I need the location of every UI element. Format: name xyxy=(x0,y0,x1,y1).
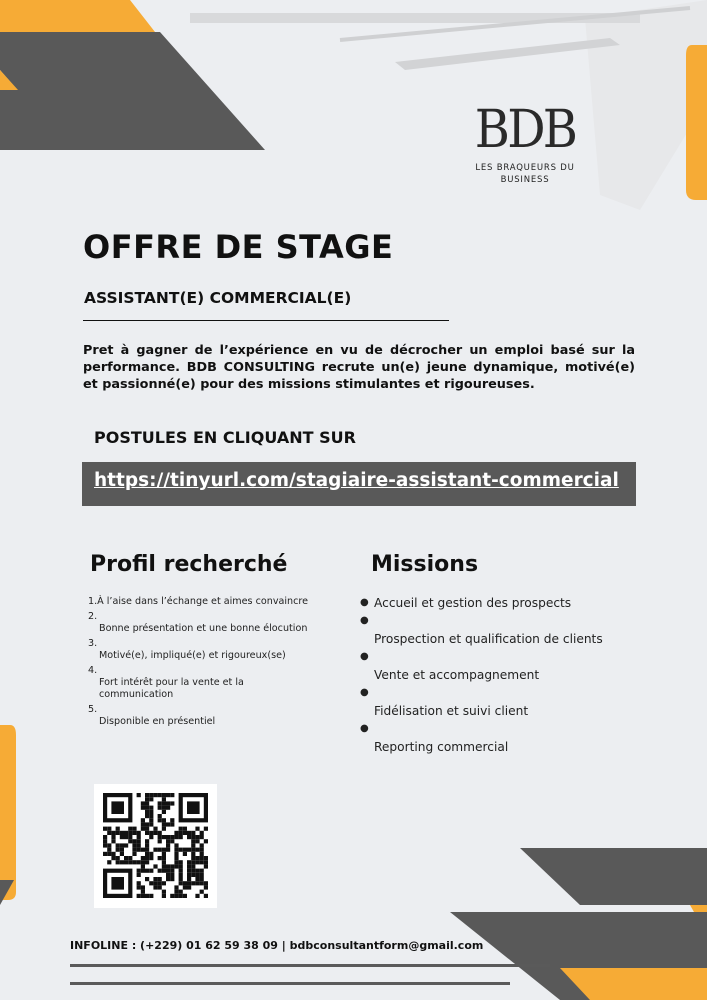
mission-item-text: Fidélisation et suivi client xyxy=(374,704,529,718)
profile-item xyxy=(88,704,318,728)
qr-code-icon xyxy=(94,784,217,908)
profile-list xyxy=(88,596,318,731)
bullet-icon: ● xyxy=(360,615,369,626)
profile-item-number: 5. xyxy=(88,704,98,715)
mission-item xyxy=(358,630,658,648)
mission-item xyxy=(358,738,658,756)
apply-label: POSTULES EN CLIQUANT SUR xyxy=(94,428,356,447)
title-divider xyxy=(83,320,449,321)
profile-heading: Profil recherché xyxy=(90,552,288,577)
logo-tagline-line2: BUSINESS xyxy=(500,175,550,185)
mission-item-text: Vente et accompagnement xyxy=(374,668,540,682)
profile-item xyxy=(88,638,318,662)
mission-item-text: Reporting commercial xyxy=(374,740,509,754)
footer-contact: INFOLINE : (+229) 01 62 59 38 09 | bdbconsultantform@gmail.com xyxy=(70,939,484,952)
profile-item-number: 2. xyxy=(88,611,98,622)
profile-item-text: Bonne présentation et une bonne élocution xyxy=(99,623,308,634)
mission-item-text: Accueil et gestion des prospects xyxy=(374,596,572,610)
profile-item xyxy=(88,611,318,635)
profile-item xyxy=(88,665,318,701)
mission-spacer xyxy=(358,684,658,702)
job-title: ASSISTANT(E) COMMERCIAL(E) xyxy=(84,289,352,307)
page-title: OFFRE DE STAGE xyxy=(83,228,394,266)
profile-item xyxy=(88,596,318,608)
logo-tagline xyxy=(456,162,594,186)
intro-paragraph: Pret à gagner de l’expérience en vu de décrocher un emploi basé sur la performance. BDB CONSULTING recrute un(e) jeune dynamique, motivé(e) et passionné(e) pour des missions stimulantes et rigoureuses. xyxy=(83,343,635,392)
mission-spacer xyxy=(358,612,658,630)
bullet-icon: ● xyxy=(360,723,369,734)
logo-mark: BDB xyxy=(474,100,576,160)
brand-logo xyxy=(456,100,594,186)
footer-line-top xyxy=(70,964,550,967)
mission-spacer xyxy=(358,648,658,666)
profile-item-text: Motivé(e), impliqué(e) et rigoureux(se) xyxy=(99,650,286,661)
missions-list xyxy=(358,594,658,756)
footer-line-bottom xyxy=(70,982,510,985)
logo-tagline-line1: LES BRAQUEURS DU xyxy=(475,163,575,173)
apply-link-box xyxy=(82,462,636,506)
bullet-icon: ● xyxy=(360,597,369,608)
mission-item xyxy=(358,666,658,684)
profile-item-text: Disponible en présentiel xyxy=(99,716,216,727)
profile-item-number: 4. xyxy=(88,665,98,676)
profile-item-number: 3. xyxy=(88,638,98,649)
mission-item xyxy=(358,594,658,612)
missions-heading: Missions xyxy=(371,552,479,577)
apply-link[interactable]: https://tinyurl.com/stagiaire-assistant-commercial xyxy=(94,470,619,491)
mission-spacer xyxy=(358,720,658,738)
bullet-icon: ● xyxy=(360,651,369,662)
mission-item-text: Prospection et qualification de clients xyxy=(374,632,603,646)
qr-code[interactable] xyxy=(94,784,217,908)
mission-item xyxy=(358,702,658,720)
bullet-icon: ● xyxy=(360,687,369,698)
profile-item-text: Fort intérêt pour la vente et la communication xyxy=(99,677,244,700)
profile-item-text: 1.À l’aise dans l’échange et aimes convaincre xyxy=(88,596,309,607)
